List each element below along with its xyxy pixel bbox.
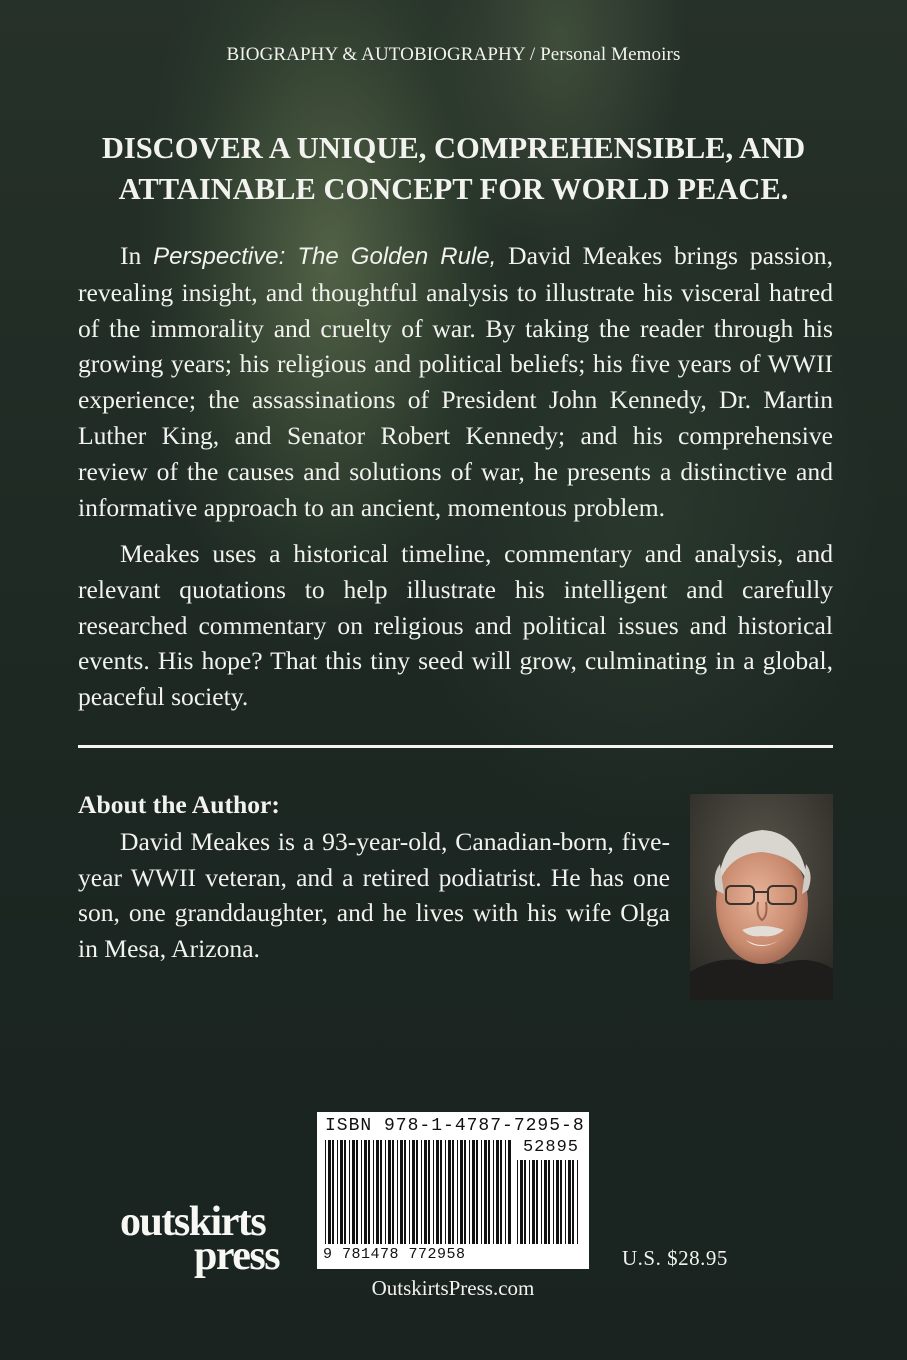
author-photo (690, 794, 833, 1000)
barcode-bar (364, 1140, 367, 1244)
about-author-text: David Meakes is a 93-year-old, Canadian-born, five-year WWII veteran, and a retired podiatrist. He has one son, one granddaughter, and he lives with his wife Olga in Mesa, Arizona. (78, 827, 670, 963)
barcode-bar (361, 1140, 362, 1244)
barcode-bar (488, 1140, 490, 1244)
barcode-bar (433, 1140, 434, 1244)
barcode-bar (397, 1140, 398, 1244)
barcode-bar (529, 1160, 530, 1244)
barcode-bar (541, 1160, 542, 1244)
barcode-bar (464, 1140, 466, 1244)
barcode-bar (344, 1140, 346, 1244)
barcode-bar (349, 1140, 350, 1244)
retail-price: U.S. $28.95 (622, 1246, 728, 1270)
barcode-bar (376, 1140, 379, 1244)
barcode-bar (493, 1140, 494, 1244)
barcode-bar (553, 1160, 554, 1244)
barcode-bar (428, 1140, 430, 1244)
barcode-bar (520, 1160, 523, 1244)
book-title: Perspective: The Golden Rule, (153, 243, 497, 270)
description-paragraph-1 (78, 238, 833, 525)
barcode-bar (524, 1160, 526, 1244)
barcode-bar (400, 1140, 403, 1244)
headline-line-1: DISCOVER A UNIQUE, COMPREHENSIBLE, AND (101, 131, 806, 165)
barcode-bar (536, 1160, 538, 1244)
logo-text-top: outskirts (120, 1199, 266, 1245)
barcode-bar (469, 1140, 470, 1244)
barcode-bar (337, 1140, 338, 1244)
barcode-bar (409, 1140, 410, 1244)
barcode-bar (445, 1140, 446, 1244)
barcode-price-code: 52895 (522, 1138, 579, 1157)
barcode-bars-addon (515, 1160, 581, 1244)
barcode-bar (532, 1160, 535, 1244)
barcode-bar (368, 1140, 370, 1244)
barcode-bar (452, 1140, 454, 1244)
barcode-bar (565, 1160, 566, 1244)
barcode-bars-main (323, 1140, 513, 1244)
barcode-bar (328, 1140, 331, 1244)
isbn-number: ISBN 978-1-4787-7295-8 (325, 1116, 585, 1136)
barcode-bar (436, 1140, 439, 1244)
barcode-bar (380, 1140, 382, 1244)
barcode-bar (572, 1160, 574, 1244)
barcode-bar (424, 1140, 427, 1244)
barcode-bar (356, 1140, 358, 1244)
barcode-bar (496, 1140, 499, 1244)
logo-text-bottom: press (194, 1233, 280, 1279)
publisher-website[interactable]: OutskirtsPress.com (371, 1276, 535, 1300)
barcode-bar (385, 1140, 386, 1244)
barcode-bar (325, 1140, 326, 1244)
barcode-bar (484, 1140, 487, 1244)
barcode-bar (412, 1140, 415, 1244)
description-paragraph-2: Meakes uses a historical timeline, commentary and analysis, and relevant quotations to help illustrate his intelligent and carefully researched commentary on religious and political issues and historical events. His hope? That this tiny seed will grow, culminating in a global, peaceful society. (78, 539, 833, 712)
publisher-logo (120, 1198, 300, 1298)
divider (78, 745, 833, 748)
headline (60, 128, 847, 210)
barcode-bar (568, 1160, 571, 1244)
about-author-title: About the Author: (78, 790, 280, 819)
barcode-bar (508, 1140, 511, 1244)
barcode-bar (544, 1160, 547, 1244)
barcode-bar (560, 1160, 562, 1244)
barcode-bar (340, 1140, 343, 1244)
barcode-bar (500, 1140, 502, 1244)
barcode-bar (476, 1140, 478, 1244)
barcode-bar (332, 1140, 334, 1244)
barcode-bar (448, 1140, 451, 1244)
headline-line-2: ATTAINABLE CONCEPT FOR WORLD PEACE. (118, 172, 789, 206)
barcode-bar (416, 1140, 418, 1244)
barcode-bar (577, 1160, 578, 1244)
para1-body: David Meakes brings passion, revealing insight, and thoughtful analysis to illustrate his visceral hatred of the immorality and cruelty of war. By taking the reader through his growing years; his religious and political beliefs; his five years of WWII experience; the assassinations of President John Kennedy, Dr. Martin Luther King, and Senator Robert Kennedy; and his comprehensive review of the causes and solutions of war, he presents a distinctive and informative approach to an ancient, momentous problem. (78, 241, 834, 522)
barcode-bar (556, 1160, 559, 1244)
barcode-digits: 9 781478 772958 (323, 1246, 466, 1263)
barcode-bar (421, 1140, 422, 1244)
author-portrait-illustration (690, 794, 833, 1000)
barcode-bar (505, 1140, 506, 1244)
barcode-bar (352, 1140, 355, 1244)
barcode-bar (457, 1140, 458, 1244)
barcode-bar (392, 1140, 394, 1244)
category-label: BIOGRAPHY & AUTOBIOGRAPHY / Personal Memoirs (226, 44, 681, 65)
barcode-bar (460, 1140, 463, 1244)
barcode-bar (548, 1160, 550, 1244)
barcode-bar (472, 1140, 475, 1244)
barcode-bar (440, 1140, 442, 1244)
barcode-bar (404, 1140, 406, 1244)
barcode-bar (481, 1140, 482, 1244)
isbn-barcode (317, 1112, 589, 1269)
barcode-bar (517, 1160, 518, 1244)
para1-prefix: In (120, 241, 154, 270)
barcode-bar (388, 1140, 391, 1244)
barcode-bar (373, 1140, 374, 1244)
